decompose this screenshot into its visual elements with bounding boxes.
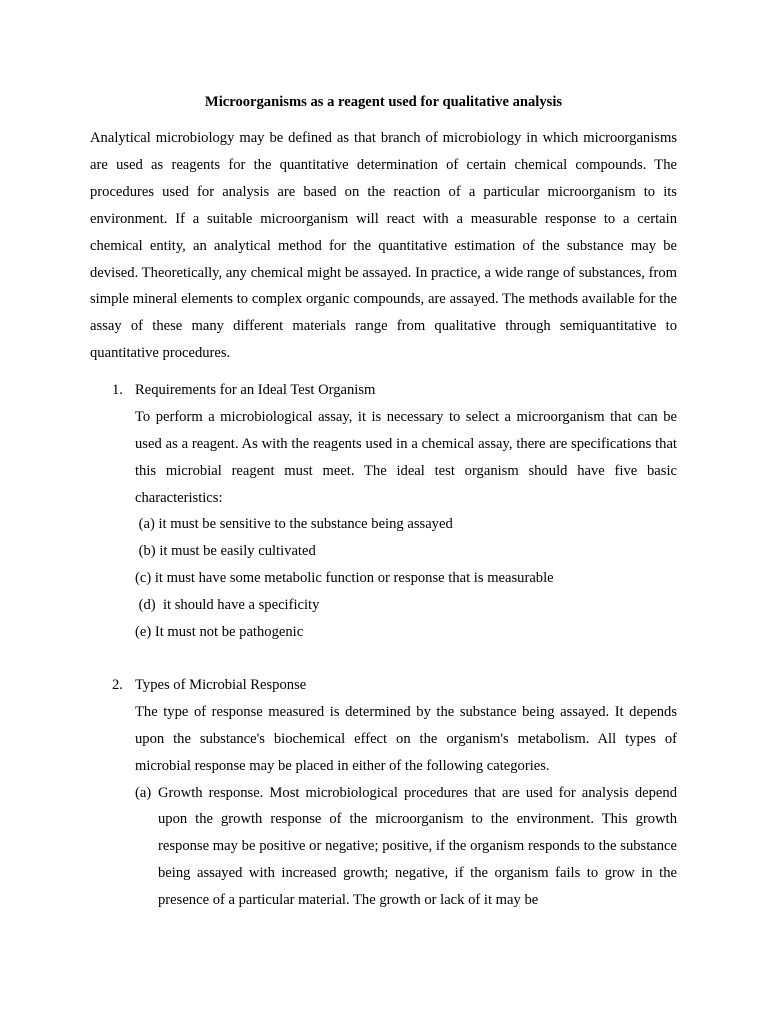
section-microbial-response <box>90 672 677 914</box>
list-item: (a) it must be sensitive to the substance being assayed <box>135 516 453 533</box>
subitem-growth-response <box>135 780 677 915</box>
list-item: (c) it must have some metabolic function or response that is measurable <box>135 570 554 587</box>
section-body: The type of response measured is determined by the substance being assayed. It depends upon the substance's biochemical effect on the organism's metabolism. All types of microbial response may be placed in either of the following categories. <box>135 703 677 774</box>
subitem-marker: (a) <box>135 784 152 801</box>
section-requirements <box>90 377 677 645</box>
section-heading <box>90 672 677 699</box>
list-item: (b) it must be easily cultivated <box>135 543 316 560</box>
section-number: 2. <box>112 677 123 693</box>
subitem-text: Growth response. Most microbiological procedures that are used for analysis depend upon the growth response of the microorganism to the environment. This growth response may be positive or negative; positive, if the organism responds to the substance being assayed with increased growth; negative, if the organism fails to grow in the presence of a particular material. The growth or lack of it may be <box>158 784 677 909</box>
document-title: Microorganisms as a reagent used for qualitative analysis <box>204 94 563 110</box>
section-number: 1. <box>112 382 123 398</box>
intro-paragraph: Analytical microbiology may be defined as that branch of microbiology in which microorganisms are used as reagents for the quantitative determination of certain chemical compounds. The procedures used for analysis are based on the reaction of a particular microorganism to its environment. If a suitable microorganism will react with a measurable response to a certain chemical entity, an analytical method for the quantitative estimation of the substance may be devised. Theoretically, any chemical might be assayed. In practice, a wide range of substances, from simple mineral elements to complex organic compounds, are assayed. The methods available for the assay of these many different materials range from qualitative through semiquantitative to quantitative procedures. <box>90 130 677 362</box>
section-body: To perform a microbiological assay, it is necessary to select a microorganism that can be used as a reagent. As with the reagents used in a chemical assay, there are specifications that this microbial reagent must meet. The ideal test organism should have five basic characteristics: <box>135 408 677 506</box>
section-title: Types of Microbial Response <box>135 677 307 693</box>
characteristics-list <box>135 511 677 645</box>
section-heading <box>90 377 677 404</box>
list-item: (e) It must not be pathogenic <box>135 623 304 640</box>
list-item: (d) it should have a specificity <box>135 596 320 613</box>
section-title: Requirements for an Ideal Test Organism <box>135 382 376 398</box>
